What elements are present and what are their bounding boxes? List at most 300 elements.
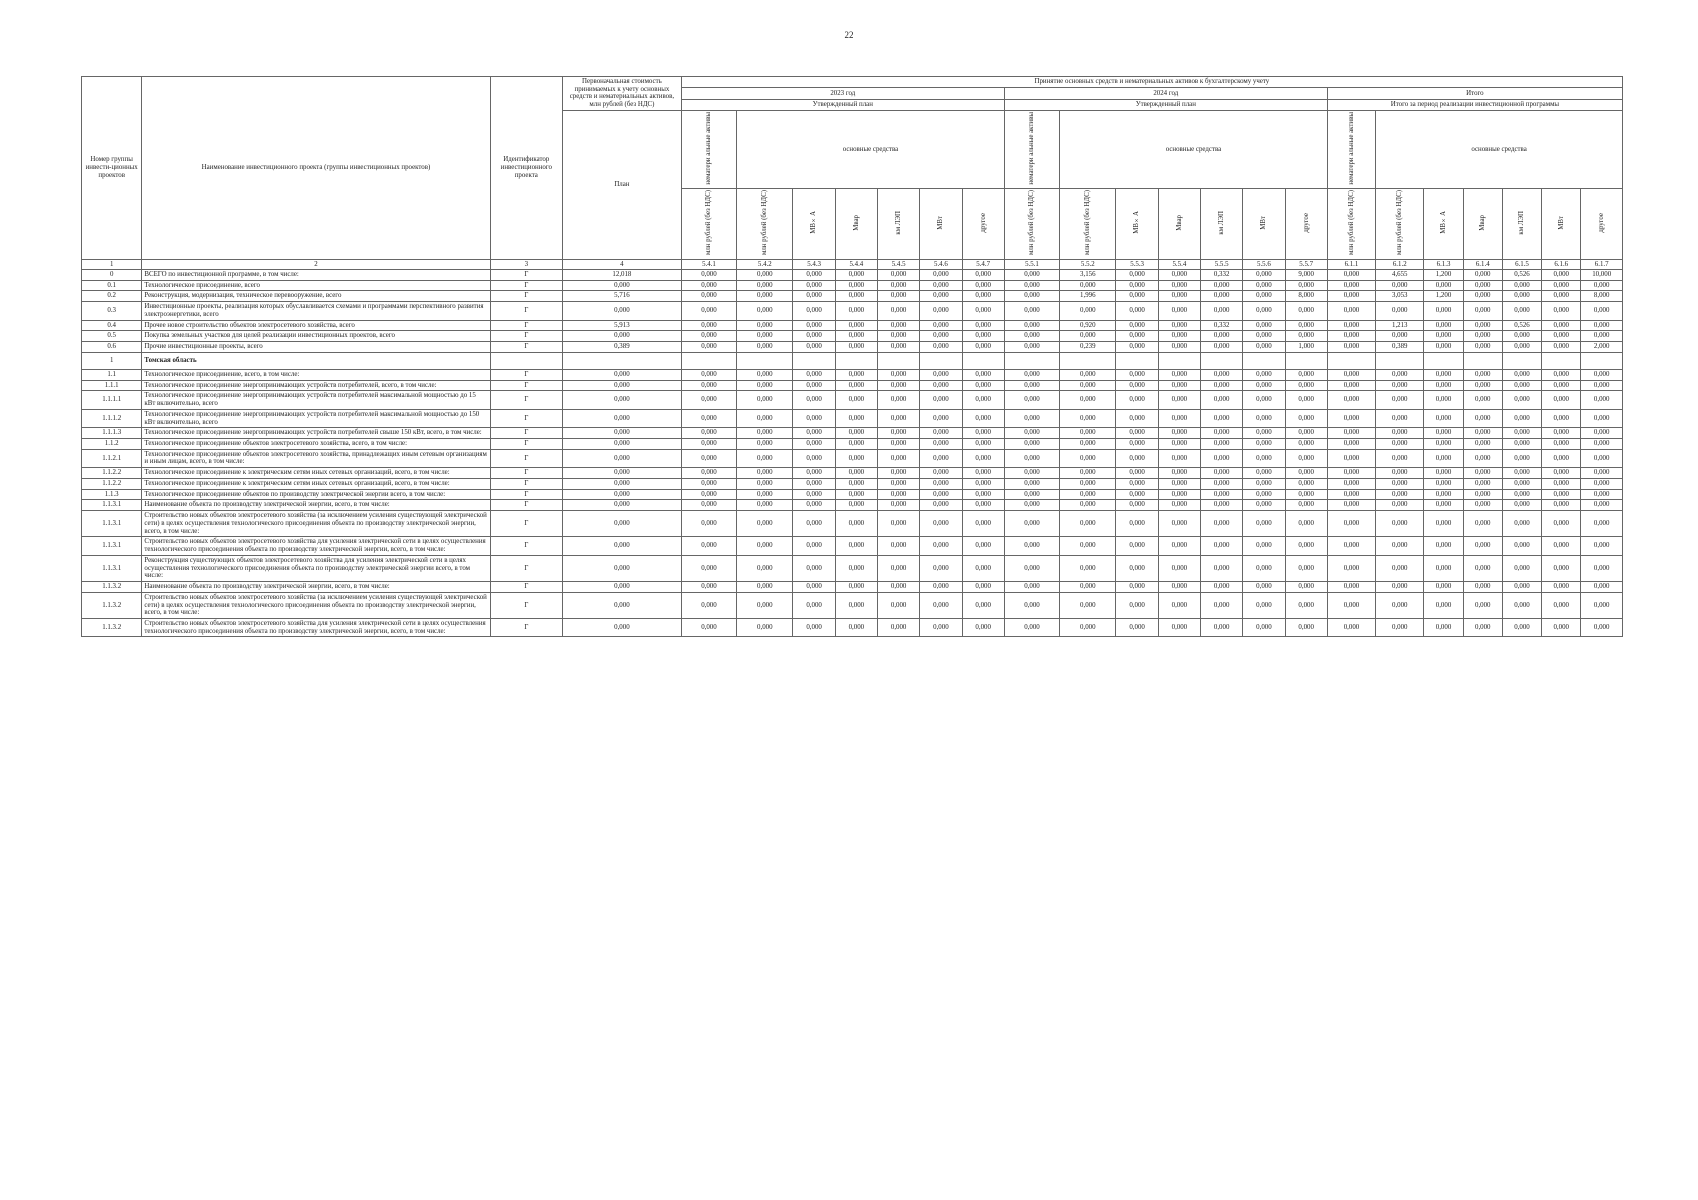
row-value: 0,000 [1285, 320, 1327, 331]
row-number: 0.2 [82, 291, 142, 302]
table-row [82, 537, 1623, 555]
row-value: 0,000 [1542, 342, 1581, 353]
row-value: 0,000 [1285, 592, 1327, 618]
row-value: 0,000 [1542, 291, 1581, 302]
row-value: 0,000 [1502, 409, 1541, 427]
row-value: 0,000 [1581, 582, 1623, 593]
row-value: 0,000 [1581, 592, 1623, 618]
row-value: 0,000 [1327, 409, 1375, 427]
row-value: 0,000 [1004, 582, 1059, 593]
row-value: 0,000 [878, 489, 920, 500]
row-value: 0,000 [920, 511, 962, 537]
row-value: 0,000 [1542, 320, 1581, 331]
row-value: 0,000 [1327, 500, 1375, 511]
row-value: 8,000 [1285, 291, 1327, 302]
row-value: 0,000 [1116, 468, 1158, 479]
row-value: 0,000 [1116, 537, 1158, 555]
row-plan-value: 0,000 [563, 468, 682, 479]
row-value: 0,000 [1376, 331, 1424, 342]
row-plan-value: 0,000 [563, 369, 682, 380]
row-value: 0,000 [1327, 449, 1375, 467]
header-unit-2024-7: другое [1285, 189, 1327, 260]
row-value: 0,000 [835, 270, 877, 281]
column-number: 5.5.1 [1004, 260, 1059, 270]
row-value: 0,000 [681, 380, 736, 391]
row-value: 0,000 [1158, 391, 1200, 409]
row-value: 0,000 [962, 270, 1004, 281]
row-value: 0,000 [1060, 478, 1116, 489]
row-project-name: Прочее новое строительство объектов электросетевого хозяйства, всего [142, 320, 490, 331]
row-value: 0,000 [793, 439, 835, 450]
row-value: 0,000 [1285, 409, 1327, 427]
row-value: 0,000 [1327, 369, 1375, 380]
row-value: 0,000 [737, 489, 793, 500]
row-value: 0,000 [962, 280, 1004, 291]
row-value: 0,000 [1243, 369, 1285, 380]
row-value: 0,000 [1060, 302, 1116, 320]
row-value [1243, 352, 1285, 369]
row-identifier: Г [490, 537, 562, 555]
row-value: 1,200 [1424, 270, 1463, 281]
column-number: 6.1.7 [1581, 260, 1623, 270]
header-year-2023: 2023 год [681, 88, 1004, 99]
row-value: 0,000 [1581, 618, 1623, 636]
row-value: 0,000 [1463, 291, 1502, 302]
row-value: 0,000 [793, 537, 835, 555]
row-value: 0,000 [878, 511, 920, 537]
row-value: 0,000 [1463, 380, 1502, 391]
row-value: 0,000 [1060, 468, 1116, 479]
row-value: 0,000 [1581, 537, 1623, 555]
row-value: 0,000 [1502, 478, 1541, 489]
header-approved-plan-2024: Утвержденный план [1004, 99, 1327, 110]
row-value: 0,000 [1060, 449, 1116, 467]
row-value: 0,000 [793, 331, 835, 342]
row-value: 0,000 [1463, 391, 1502, 409]
row-value: 0,000 [920, 380, 962, 391]
row-value: 0,000 [1243, 592, 1285, 618]
row-value: 0,000 [1243, 331, 1285, 342]
row-value: 0,000 [878, 369, 920, 380]
row-plan-value: 0,389 [563, 342, 682, 353]
row-value: 0,000 [737, 369, 793, 380]
row-value: 0,000 [793, 342, 835, 353]
row-value: 0,000 [1376, 537, 1424, 555]
row-value: 0,000 [1581, 302, 1623, 320]
row-value [793, 352, 835, 369]
row-value: 0,000 [1581, 555, 1623, 581]
row-value: 0,000 [1424, 500, 1463, 511]
row-value: 0,000 [1581, 409, 1623, 427]
row-project-name: Наименование объекта по производству электрической энергии, всего, в том числе: [142, 582, 490, 593]
row-identifier [490, 352, 562, 369]
row-value: 0,000 [878, 468, 920, 479]
row-value: 0,000 [962, 320, 1004, 331]
row-value: 0,000 [920, 489, 962, 500]
row-value: 0,000 [1327, 582, 1375, 593]
row-value: 0,000 [1327, 478, 1375, 489]
row-value: 0,920 [1060, 320, 1116, 331]
row-value: 0,000 [1542, 511, 1581, 537]
row-value: 0,000 [1285, 302, 1327, 320]
row-value: 0,000 [962, 511, 1004, 537]
row-value: 0,000 [1581, 500, 1623, 511]
row-value: 0,000 [1116, 592, 1158, 618]
row-value: 0,000 [1201, 369, 1243, 380]
row-number: 1.1.3.1 [82, 555, 142, 581]
row-value: 0,000 [1463, 449, 1502, 467]
row-number: 1.1.2.2 [82, 478, 142, 489]
row-value: 0,000 [1285, 369, 1327, 380]
row-value: 0,000 [681, 618, 736, 636]
row-value: 0,000 [1285, 500, 1327, 511]
row-value: 0,000 [737, 320, 793, 331]
table-header [82, 77, 1623, 260]
row-value: 0,000 [1201, 302, 1243, 320]
row-value: 0,000 [1243, 302, 1285, 320]
row-value: 0,000 [1327, 320, 1375, 331]
row-value: 0,000 [793, 302, 835, 320]
row-value: 0,000 [962, 555, 1004, 581]
row-identifier: Г [490, 409, 562, 427]
row-value [1502, 352, 1541, 369]
table-row [82, 342, 1623, 353]
row-value: 0,000 [962, 380, 1004, 391]
row-value: 0,000 [1116, 270, 1158, 281]
row-value: 0,000 [1004, 537, 1059, 555]
header-unit-2023-6: МВт [920, 189, 962, 260]
row-value: 0,000 [1004, 489, 1059, 500]
row-value: 0,000 [920, 582, 962, 593]
row-number: 0.5 [82, 331, 142, 342]
row-value: 0,000 [737, 592, 793, 618]
row-value: 0,000 [737, 428, 793, 439]
row-value: 0,000 [1376, 302, 1424, 320]
row-value: 0,000 [1158, 291, 1200, 302]
row-value: 0,000 [1327, 618, 1375, 636]
row-value: 0,000 [1158, 280, 1200, 291]
row-value: 0,000 [1285, 582, 1327, 593]
row-value: 0,000 [1158, 380, 1200, 391]
row-value: 0,000 [1424, 342, 1463, 353]
row-value: 0,000 [1376, 380, 1424, 391]
header-unit-2024-2: млн рублей (без НДС) [1060, 189, 1116, 260]
row-value: 0,000 [1463, 582, 1502, 593]
row-value: 0,000 [1376, 618, 1424, 636]
row-value: 0,000 [835, 439, 877, 450]
header-approved-plan-2023: Утвержденный план [681, 99, 1004, 110]
row-project-name: Томская область [142, 352, 490, 369]
row-number: 1.1.3.1 [82, 537, 142, 555]
row-value: 0,000 [1542, 449, 1581, 467]
row-value: 0,000 [1116, 391, 1158, 409]
column-number: 5.4.7 [962, 260, 1004, 270]
row-project-name: Наименование объекта по производству электрической энергии, всего, в том числе: [142, 500, 490, 511]
row-value: 0,000 [1243, 618, 1285, 636]
row-value: 0,000 [962, 439, 1004, 450]
row-value: 0,000 [1004, 555, 1059, 581]
table-row [82, 320, 1623, 331]
row-value: 0,000 [1327, 592, 1375, 618]
column-number: 6.1.1 [1327, 260, 1375, 270]
column-number: 5.4.6 [920, 260, 962, 270]
row-value: 0,000 [962, 582, 1004, 593]
row-identifier: Г [490, 291, 562, 302]
row-value: 0,000 [1463, 592, 1502, 618]
row-value [878, 352, 920, 369]
row-value: 0,000 [1243, 468, 1285, 479]
row-plan-value: 0,000 [563, 592, 682, 618]
row-value: 0,000 [1004, 500, 1059, 511]
row-project-name: Технологическое присоединение энергопринимающих устройств потребителей свыше 150 кВт, всего, в том числе: [142, 428, 490, 439]
row-value: 0,000 [1424, 320, 1463, 331]
row-value: 0,000 [1463, 537, 1502, 555]
row-value: 0,000 [1542, 391, 1581, 409]
row-value: 0,000 [920, 439, 962, 450]
row-value: 0,000 [835, 428, 877, 439]
row-number: 1.1.2.1 [82, 449, 142, 467]
row-number: 1.1.1.3 [82, 428, 142, 439]
row-value: 0,000 [1502, 302, 1541, 320]
row-value: 0,000 [1542, 582, 1581, 593]
row-value: 0,000 [1060, 582, 1116, 593]
row-project-name: Технологическое присоединение, всего [142, 280, 490, 291]
row-value: 0,000 [737, 449, 793, 467]
row-value: 0,000 [1060, 618, 1116, 636]
row-value: 0,000 [1116, 331, 1158, 342]
table-row [82, 449, 1623, 467]
row-value: 0,000 [1463, 270, 1502, 281]
row-value: 0,000 [1116, 409, 1158, 427]
row-value: 0,000 [920, 478, 962, 489]
row-value: 0,000 [1376, 468, 1424, 479]
row-number: 1.1.3 [82, 489, 142, 500]
row-value: 0,000 [681, 320, 736, 331]
row-value [920, 352, 962, 369]
row-value: 0,000 [878, 582, 920, 593]
row-plan-value: 0,000 [563, 449, 682, 467]
row-value: 0,000 [1158, 409, 1200, 427]
row-value: 0,000 [793, 592, 835, 618]
row-value: 0,000 [1201, 280, 1243, 291]
row-plan-value: 0,000 [563, 537, 682, 555]
header-unit-2023-7: другое [962, 189, 1004, 260]
row-value: 0,000 [1542, 380, 1581, 391]
row-value: 0,000 [1424, 592, 1463, 618]
row-value: 0,000 [962, 478, 1004, 489]
row-value: 0,000 [1463, 555, 1502, 581]
row-value: 0,000 [1285, 478, 1327, 489]
row-project-name: ВСЕГО по инвестиционной программе, в том числе: [142, 270, 490, 281]
row-plan-value: 0,000 [563, 489, 682, 500]
table-row [82, 331, 1623, 342]
row-value: 0,000 [920, 555, 962, 581]
row-value: 0,000 [878, 342, 920, 353]
row-value: 0,000 [737, 582, 793, 593]
row-value: 0,000 [1502, 555, 1541, 581]
row-project-name: Строительство новых объектов электросетевого хозяйства для усиления электрической сети в целях осуществления технологического присоединения объекта по производству электрической энергии, всего, в том числе: [142, 537, 490, 555]
row-value: 0,000 [737, 555, 793, 581]
row-value [1327, 352, 1375, 369]
row-value: 0,000 [1424, 439, 1463, 450]
row-value: 0,000 [1327, 439, 1375, 450]
row-value [835, 352, 877, 369]
row-value: 4,655 [1376, 270, 1424, 281]
row-value: 0,000 [737, 342, 793, 353]
row-value: 0,000 [681, 331, 736, 342]
row-value: 0,000 [1285, 280, 1327, 291]
row-value: 0,000 [878, 270, 920, 281]
column-number: 5.4.4 [835, 260, 877, 270]
row-plan-value: 5,716 [563, 291, 682, 302]
row-value: 0,000 [1243, 439, 1285, 450]
row-value: 0,000 [835, 380, 877, 391]
row-value: 0,000 [1327, 270, 1375, 281]
header-year-2024: 2024 год [1004, 88, 1327, 99]
row-value: 0,000 [1502, 291, 1541, 302]
header-unit-total-1: млн рублей (без НДС) [1327, 189, 1375, 260]
table-row [82, 592, 1623, 618]
row-value: 0,000 [1376, 428, 1424, 439]
row-value: 0,000 [920, 302, 962, 320]
row-value: 0,000 [681, 511, 736, 537]
table-row [82, 468, 1623, 479]
row-value: 0,000 [1581, 380, 1623, 391]
row-number: 1.1.2.2 [82, 468, 142, 479]
row-value: 0,000 [1243, 582, 1285, 593]
row-value: 0,000 [1285, 618, 1327, 636]
row-value: 0,000 [1004, 270, 1059, 281]
row-value: 0,000 [737, 537, 793, 555]
row-value: 0,000 [737, 391, 793, 409]
row-value: 0,000 [1243, 489, 1285, 500]
row-value: 0,000 [1542, 428, 1581, 439]
row-project-name: Технологическое присоединение объектов по производству электрической энергии всего, в том числе: [142, 489, 490, 500]
row-value: 0,332 [1201, 320, 1243, 331]
row-value: 0,000 [1463, 618, 1502, 636]
row-value: 0,000 [1502, 489, 1541, 500]
row-value: 0,000 [835, 537, 877, 555]
row-value: 0,000 [1424, 582, 1463, 593]
row-value: 0,000 [878, 391, 920, 409]
row-identifier: Г [490, 280, 562, 291]
row-value: 0,000 [1060, 391, 1116, 409]
row-value: 0,000 [920, 391, 962, 409]
row-value: 0,000 [962, 409, 1004, 427]
row-value: 0,000 [1542, 489, 1581, 500]
row-value: 1,000 [1285, 342, 1327, 353]
row-value [737, 352, 793, 369]
page-number: 22 [844, 30, 854, 40]
row-value: 0,000 [737, 511, 793, 537]
row-value: 0,000 [920, 618, 962, 636]
row-identifier: Г [490, 369, 562, 380]
row-number: 1.1.3.2 [82, 592, 142, 618]
row-value: 0,000 [1285, 537, 1327, 555]
row-value: 0,000 [1060, 555, 1116, 581]
row-value: 0,000 [1004, 280, 1059, 291]
row-value: 0,000 [878, 428, 920, 439]
row-value: 0,000 [793, 618, 835, 636]
table-row [82, 489, 1623, 500]
row-value: 0,000 [1581, 331, 1623, 342]
row-value: 0,000 [1285, 439, 1327, 450]
header-initial-cost: Первоначальная стоимость принимаемых к учету основных средств и нематериальных активов, млн рублей (без НДС) [563, 77, 682, 111]
row-value: 0,000 [1327, 280, 1375, 291]
table-row [82, 428, 1623, 439]
row-value [1424, 352, 1463, 369]
row-value: 0,000 [1327, 391, 1375, 409]
row-value: 0,000 [1542, 500, 1581, 511]
row-value: 0,000 [1201, 391, 1243, 409]
table-row [82, 380, 1623, 391]
row-value: 0,000 [1502, 331, 1541, 342]
column-number: 5.4.5 [878, 260, 920, 270]
row-value: 0,000 [1542, 302, 1581, 320]
table-row [82, 478, 1623, 489]
row-value: 0,000 [1243, 500, 1285, 511]
table-row [82, 280, 1623, 291]
row-project-name: Строительство новых объектов электросетевого хозяйства (за исключением усиления существующей электрической сети) в целях осуществления технологического присоединения объекта по производству электрической энергии, всего, в том числе: [142, 511, 490, 537]
row-value: 0,000 [1542, 555, 1581, 581]
row-value: 0,000 [1158, 555, 1200, 581]
table-row [82, 391, 1623, 409]
row-value: 0,000 [1424, 369, 1463, 380]
row-value: 0,000 [878, 320, 920, 331]
row-value: 0,000 [793, 320, 835, 331]
row-value: 0,000 [1376, 511, 1424, 537]
row-value: 0,000 [1004, 511, 1059, 537]
row-value: 0,000 [1581, 489, 1623, 500]
row-project-name: Технологическое присоединение энергопринимающих устройств потребителей максимальной мощностью до 150 кВт включительно, всего [142, 409, 490, 427]
row-value: 0,000 [962, 291, 1004, 302]
row-value: 0,000 [1243, 380, 1285, 391]
row-value: 0,000 [1376, 439, 1424, 450]
row-value: 0,000 [1463, 439, 1502, 450]
column-number: 5.5.5 [1201, 260, 1243, 270]
row-value: 0,000 [737, 280, 793, 291]
header-unit-2024-6: МВт [1243, 189, 1285, 260]
row-value: 0,000 [1285, 428, 1327, 439]
header-fixed-assets-total: основные средства [1376, 110, 1623, 188]
row-plan-value: 0,000 [563, 582, 682, 593]
header-unit-2023-2: млн рублей (без НДС) [737, 189, 793, 260]
row-value: 0,000 [1201, 582, 1243, 593]
row-value: 0,000 [793, 582, 835, 593]
table-row [82, 555, 1623, 581]
row-value: 0,000 [1116, 380, 1158, 391]
row-identifier: Г [490, 342, 562, 353]
row-value: 0,000 [1004, 409, 1059, 427]
row-identifier: Г [490, 555, 562, 581]
row-project-name: Реконструкция, модернизация, техническое перевооружение, всего [142, 291, 490, 302]
column-number: 2 [142, 260, 490, 270]
row-plan-value: 0,000 [563, 391, 682, 409]
row-value: 0,000 [793, 291, 835, 302]
row-value: 0,000 [1116, 449, 1158, 467]
row-number: 1 [82, 352, 142, 369]
row-value: 0,000 [1158, 428, 1200, 439]
row-plan-value: 12,018 [563, 270, 682, 281]
row-value: 0,000 [1502, 500, 1541, 511]
row-number: 1.1.3.2 [82, 582, 142, 593]
header-unit-total-3: МВ×А [1424, 189, 1463, 260]
header-project-identifier: Идентификатор инвестиционного проекта [490, 77, 562, 260]
row-number: 1.1.1 [82, 380, 142, 391]
row-project-name: Инвестиционные проекты, реализация которых обуславливается схемами и программами перспективного развития электроэнергетики, всего [142, 302, 490, 320]
header-unit-total-4: Мвар [1463, 189, 1502, 260]
column-number: 4 [563, 260, 682, 270]
